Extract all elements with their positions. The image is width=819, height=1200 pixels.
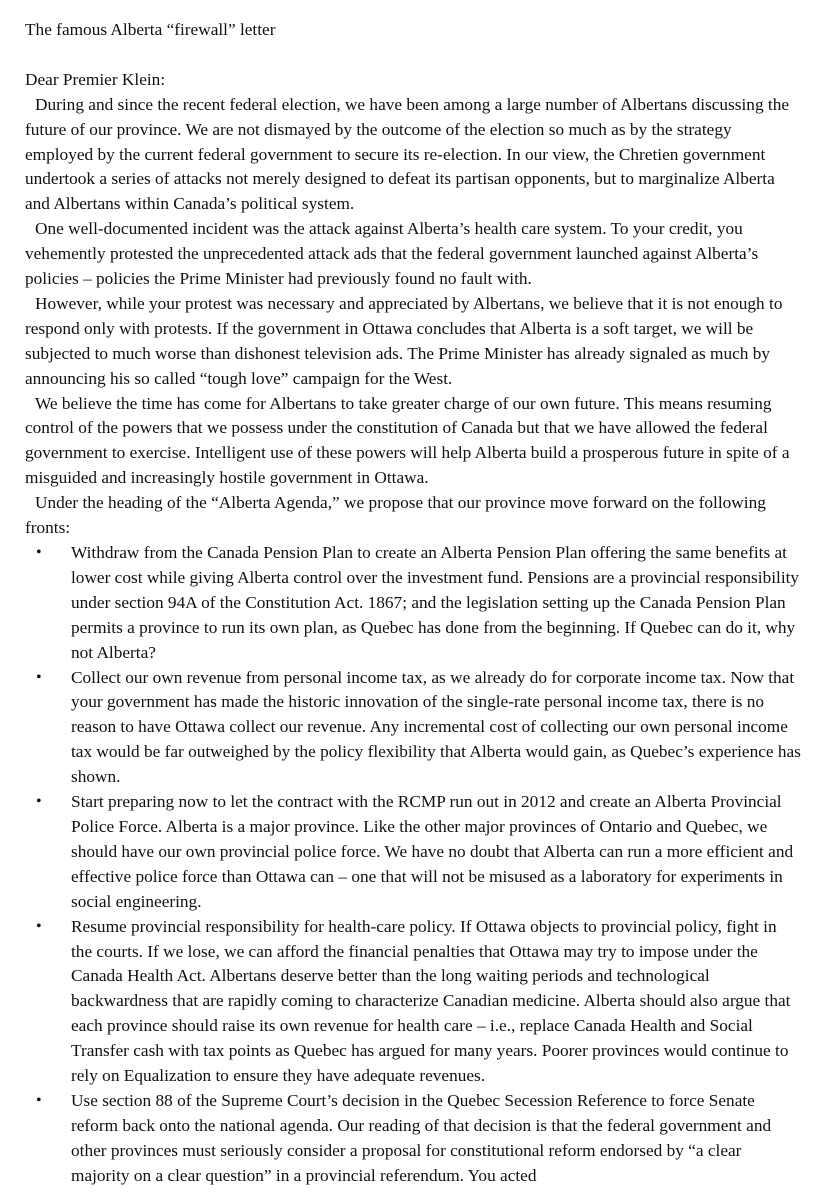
list-item: [25, 1089, 801, 1189]
paragraph-4: We believe the time has come for Albertans to take greater charge of our own future. This means resuming control of the powers that we possess under the constitution of Canada but that we have allowed the federal government to exercise. Intelligent use of these powers will help Alberta build a prosperous future in spite of a misguided and increasingly hostile government in Ottawa.: [25, 393, 790, 488]
bullet-icon: •: [36, 793, 42, 811]
list-item-text: Resume provincial responsibility for health-care policy. If Ottawa objects to provincial policy, fight in the courts. If we lose, we can afford the financial penalties that Ottawa may try to impose under the Canada Health Act. Albertans deserve better than the long waiting periods and technological backwardness that are rapidly coming to characterize Canadian medicine. Alberta should also argue that each province should raise its own revenue for health care – i.e., replace Canada Health and Social Transfer cash with tax points as Quebec has argued for many years. Poorer provinces would continue to rely on Equalization to ensure they have adequate revenues.: [71, 916, 791, 1086]
salutation: Dear Premier Klein:: [25, 69, 166, 89]
paragraph-1: During and since the recent federal election, we have been among a large number of Albertans discussing the future of our province. We are not dismayed by the outcome of the election so much as by the strategy employed by the current federal government to secure its re-election. In our view, the Chretien government undertook a series of attacks not merely designed to defeat its partisan opponents, but to marginalize Alberta and Albertans within Canada’s political system.: [25, 94, 790, 214]
paragraph-3: However, while your protest was necessary and appreciated by Albertans, we believe that it is not enough to respond only with protests. If the government in Ottawa concludes that Alberta is a soft target, we will be subjected to much worse than dishonest television ads. The Prime Minister has already signaled as much by announcing his so called “tough love” campaign for the West.: [25, 293, 783, 388]
blank-line: [25, 43, 801, 68]
list-item-text: Withdraw from the Canada Pension Plan to create an Alberta Pension Plan offering the same benefits at lower cost while giving Alberta control over the investment fund. Pensions are a provincial responsibility under section 94A of the Constitution Act. 1867; and the legislation setting up the Canada Pension Plan permits a province to run its own plan, as Quebec has done from the beginning. If Quebec can do it, why not Alberta?: [71, 543, 800, 662]
list-item: [25, 790, 801, 915]
paragraph-2: One well-documented incident was the attack against Alberta’s health care system. To your credit, you vehemently protested the unprecedented attack ads that the federal government launched against Alberta’s policies – policies the Prime Minister had previously found no fault with.: [25, 219, 759, 289]
list-item-text: Start preparing now to let the contract with the RCMP run out in 2012 and create an Alberta Provincial Police Force. Alberta is a major province. Like the other major provinces of Ontario and Quebec, we should have our own provincial police force. We have no doubt that Alberta can run a more efficient and effective police force than Ottawa can – one that will not be misused as a laboratory for experiments in social engineering.: [71, 792, 794, 911]
list-item-text: Use section 88 of the Supreme Court’s decision in the Quebec Secession Reference to force Senate reform back onto the national agenda. Our reading of that decision is that the federal government and other provinces must seriously consider a proposal for constitutional reform endorsed by “a clear majority on a clear question” in a provincial referendum. You acted: [71, 1090, 772, 1185]
list-item: [25, 541, 801, 666]
list-item: [25, 915, 801, 1089]
paragraph-5: Under the heading of the “Alberta Agenda,” we propose that our province move forward on the following fronts:: [25, 493, 766, 538]
list-item-text: Collect our own revenue from personal income tax, as we already do for corporate income tax. Now that your government has made the historic innovation of the single-rate personal income tax, there is no reason to have Ottawa collect our revenue. Any incremental cost of collecting our own personal income tax would be far outweighed by the policy flexibility that Alberta would gain, as Quebec’s experience has shown.: [71, 667, 801, 787]
bullet-icon: •: [36, 668, 42, 686]
document-title: The famous Alberta “firewall” letter: [25, 20, 276, 39]
bullet-icon: •: [36, 1091, 42, 1109]
bullet-icon: •: [36, 917, 42, 935]
fronts-list: [25, 541, 801, 1189]
bullet-icon: •: [36, 544, 42, 562]
list-item: [25, 666, 801, 791]
